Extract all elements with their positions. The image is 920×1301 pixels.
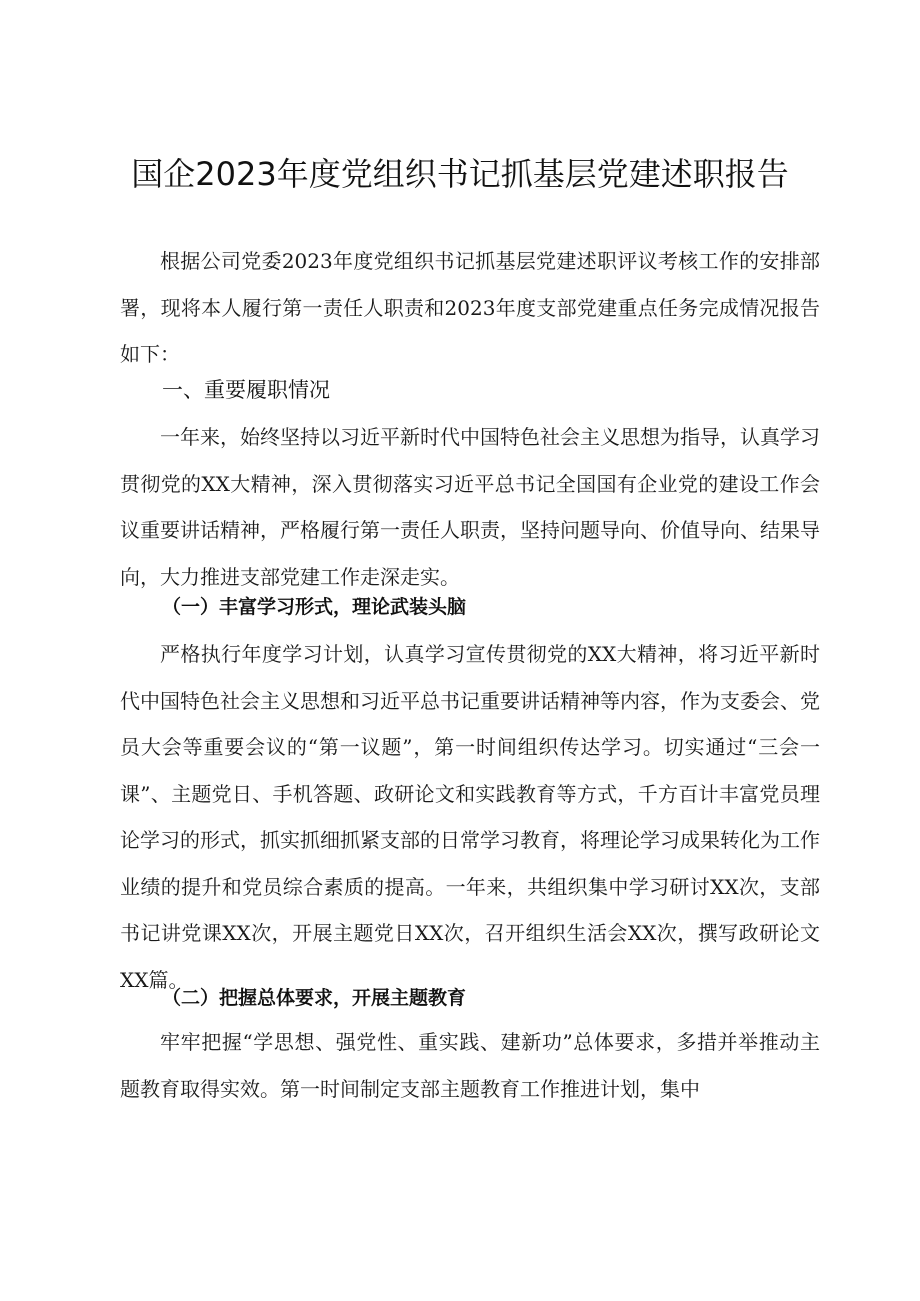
- intro-paragraph: 根据公司党委2023年度党组织书记抓基层党建述职评议考核工作的安排部署，现将本人履行第一责任人职责和2023年度支部党建重点任务完成情况报告如下：: [120, 249, 820, 366]
- subsection-heading-two: （二）把握总体要求，开展主题教育: [162, 987, 467, 1009]
- section-heading-one: 一、重要履职情况: [162, 378, 330, 402]
- subsection-heading-one: （一）丰富学习形式，理论武装头脑: [162, 596, 467, 618]
- section-one-paragraph: 一年来，始终坚持以习近平新时代中国特色社会主义思想为指导，认真学习贯彻党的XX大精神，深入贯彻落实习近平总书记全国国有企业党的建设工作会议重要讲话精神，严格履行第一责任人职责，坚持问题导向、价值导向、结果导向，大力推进支部党建工作走深走实。: [120, 425, 820, 589]
- subsection-one-paragraph: 严格执行年度学习计划，认真学习宣传贯彻党的XX大精神，将习近平新时代中国特色社会主义思想和习近平总书记重要讲话精神等内容，作为支委会、党员大会等重要会议的“第一议题”，第一时间组织传达学习。切实通过“三会一课”、主题党日、手机答题、政研论文和实践教育等方式，千方百计丰富党员理论学习的形式，抓实抓细抓紧支部的日常学习教育，将理论学习成果转化为工作业绩的提升和党员综合素质的提高。一年来，共组织集中学习研讨XX次，支部书记讲党课XX次，开展主题党日XX次，召开组织生活会XX次，撰写政研论文XX篇。: [120, 642, 820, 992]
- subsection-two-paragraph: 牢牢把握“学思想、强党性、重实践、建新功”总体要求，多措并举推动主题教育取得实效。第一时间制定支部主题教育工作推进计划，集中: [120, 1030, 820, 1101]
- document-title: 国企2023年度党组织书记抓基层党建述职报告: [131, 155, 789, 193]
